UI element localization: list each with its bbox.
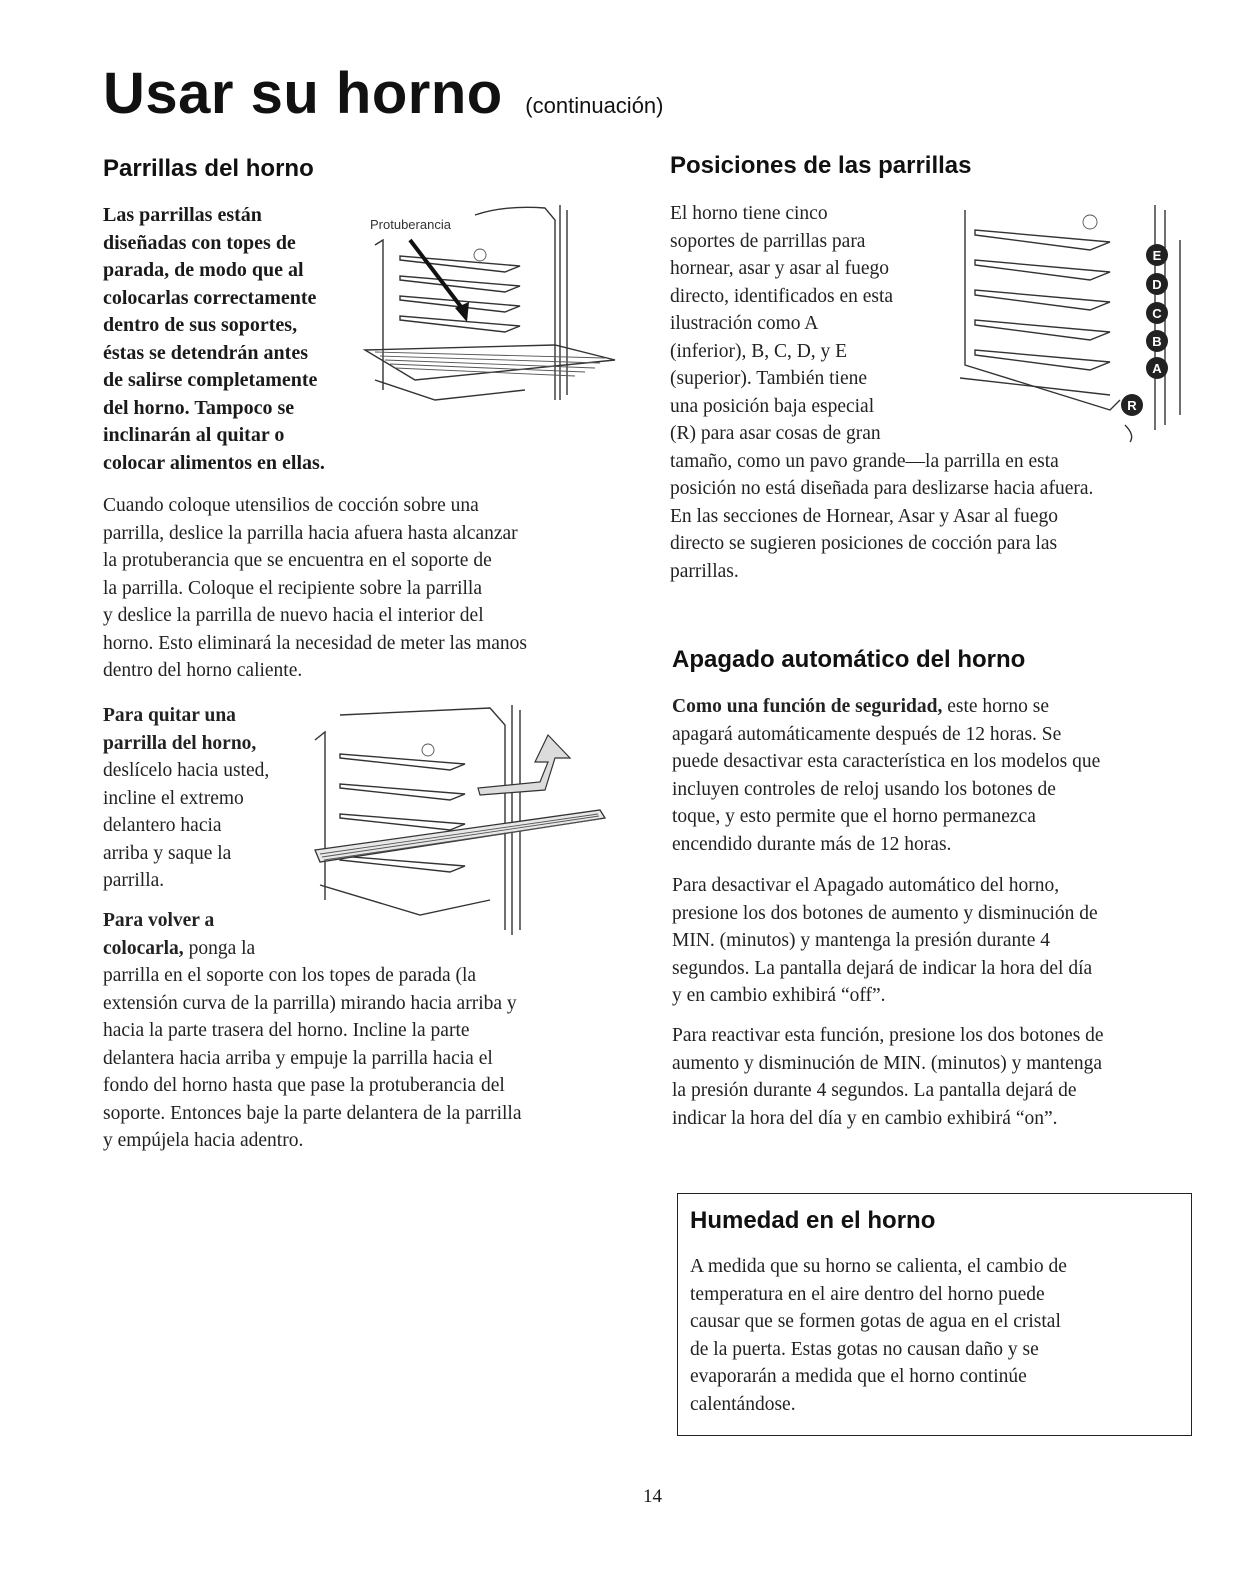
text-line-bold: Para quitar una [103,705,236,726]
text-line: parada, de modo que al [103,259,304,281]
page-title-sub: (continuación) [525,93,664,118]
text-line: MIN. (minutos) y mantenga la presión durante 4 [672,930,1050,951]
text-line: la protuberancia que se encuentra en el soporte de [103,550,492,571]
text-line: la parrilla. Coloque el recipiente sobre la parrilla [103,577,483,599]
text-line: dentro de sus soportes, [103,314,298,336]
page-title [103,60,663,127]
page-title-main: Usar su horno [103,61,503,126]
text-line: hornear, asar y asar al fuego [670,258,890,279]
text-line: arriba y saque la [103,842,232,864]
figure-label-protuberancia: Protuberancia [370,217,451,232]
svg-text:D: D [1152,277,1162,292]
paragraph-cuando-coloque [103,492,527,685]
text-line: (superior). También tiene [670,368,867,389]
text-line: aumento y disminución de MIN. (minutos) y mantenga [672,1052,1103,1074]
text-line: parrilla, deslice la parrilla hacia afuera hasta alcanzar [103,522,518,544]
badge-C [1146,302,1168,324]
text-line: puede desactivar esta característica en los modelos que [672,751,1101,772]
text-line: apagará automáticamente después de 12 horas. Se [672,723,1062,745]
text-line: hacia la parte trasera del horno. Incline la parte [103,1020,470,1041]
text-line: parrillas. [670,560,739,582]
paragraph-apagado-1 [672,693,1100,858]
text-line: incline el extremo [103,787,244,809]
section-heading-posiciones: Posiciones de las parrillas [670,152,972,179]
text-line: colocarlas correctamente [103,286,317,309]
text-line: dentro del horno caliente. [103,660,303,681]
text-line: y empújela hacia adentro. [103,1130,304,1151]
text-line: causar que se formen gotas de agua en el cristal [690,1311,1061,1332]
text-line: directo se sugieren posiciones de cocción para las [670,533,1058,554]
text-line: extensión curva de la parrilla) mirando hacia arriba y [103,992,517,1014]
text-line: tamaño, como un pavo grande—la parrilla en esta [670,450,1059,472]
text-line: En las secciones de Hornear, Asar y Asar al fuego [670,505,1059,527]
text-line: El horno tiene cinco [670,203,828,224]
text-line: indicar la hora del día y en cambio exhibirá “on”. [672,1107,1058,1129]
section-heading-humedad: Humedad en el horno [690,1207,936,1234]
text-line-bold: parrilla del horno, [103,732,257,754]
paragraph-quitar-parrilla [103,702,269,895]
svg-text:B: B [1152,334,1162,349]
text-line: una posición baja especial [670,395,875,417]
text-line: deslícelo hacia usted, [103,760,270,781]
text-line: evaporarán a medida que el horno continúe [690,1366,1027,1387]
badge-D [1146,273,1168,295]
text-line: parrilla en el soporte con los topes de parada (la [103,965,477,986]
text-line: posición no está diseñada para deslizarse hacia afuera. [670,478,1094,499]
text-line: Para desactivar el Apagado automático del horno, [672,875,1060,896]
svg-text:R: R [1127,398,1137,413]
text-line: encendido durante más de 12 horas. [672,833,952,855]
rack-positions-illustration [950,200,1190,445]
paragraph-humedad [690,1253,1067,1418]
text-line: (inferior), B, C, D, y E [670,340,848,362]
section-heading-parrillas: Parrillas del horno [103,155,314,182]
paragraph-apagado-2 [672,872,1098,1010]
paragraph-apagado-3 [672,1022,1104,1132]
text-line: éstas se detendrán antes [103,341,308,364]
badge-E [1146,244,1168,266]
text-line-bold: Como una función de seguridad, [672,696,943,717]
text-line: ponga la [183,937,256,959]
svg-text:C: C [1152,306,1162,321]
text-line: colocar alimentos en ellas. [103,451,325,474]
paragraph-volver-colocar [103,907,522,1155]
remove-rack-illustration [310,700,610,940]
text-line: Para reactivar esta función, presione los dos botones de [672,1025,1104,1046]
text-line: Las parrillas están [103,204,262,226]
text-line: toque, y esto permite que el horno permanezca [672,806,1036,827]
text-line: calentándose. [690,1393,796,1415]
text-line: temperatura en el aire dentro del horno puede [690,1283,1045,1305]
text-line: ilustración como A [670,313,819,334]
text-line: presione los dos botones de aumento y disminución de [672,902,1098,924]
text-line: y en cambio exhibirá “off”. [672,985,886,1006]
text-line: horno. Esto eliminará la necesidad de meter las manos [103,632,527,654]
section-heading-apagado: Apagado automático del horno [672,646,1026,673]
text-line: del horno. Tampoco se [103,396,295,419]
badge-B [1146,330,1168,352]
text-line: A medida que su horno se calienta, el cambio de [690,1256,1067,1277]
text-line: soportes de parrillas para [670,230,866,252]
text-line: y deslice la parrilla de nuevo hacia el interior del [103,605,484,626]
badge-A [1146,357,1168,379]
text-line: fondo del horno hasta que pase la protuberancia del [103,1075,505,1096]
text-line-bold: colocarla, [103,937,184,959]
text-line: incluyen controles de reloj usando los botones de [672,778,1056,800]
svg-text:E: E [1152,248,1162,263]
text-line: directo, identificados en esta [670,285,894,307]
text-line: delantera hacia arriba y empuje la parrilla hacia el [103,1047,493,1069]
text-line: de salirse completamente [103,369,318,391]
rack-stop-illustration [355,200,620,410]
text-line: segundos. La pantalla dejará de indicar la hora del día [672,957,1093,979]
intro-bold-paragraph [103,202,325,477]
text-line: soporte. Entonces baje la parte delantera de la parrilla [103,1102,522,1124]
page-number: 14 [643,1486,662,1507]
text-line-bold: Para volver a [103,910,215,931]
text-line: parrilla. [103,870,165,891]
text-line: diseñadas con topes de [103,231,296,254]
text-line: delantero hacia [103,815,222,836]
text-line: de la puerta. Estas gotas no causan daño y se [690,1338,1039,1360]
svg-text:A: A [1152,361,1162,376]
text-line: Cuando coloque utensilios de cocción sobre una [103,495,479,516]
text-line: (R) para asar cosas de gran [670,423,881,444]
text-line: la presión durante 4 segundos. La pantalla dejará de [672,1080,1077,1101]
badge-R [1121,394,1143,416]
text-line: este horno se [942,696,1050,717]
text-line: inclinarán al quitar o [103,424,285,446]
